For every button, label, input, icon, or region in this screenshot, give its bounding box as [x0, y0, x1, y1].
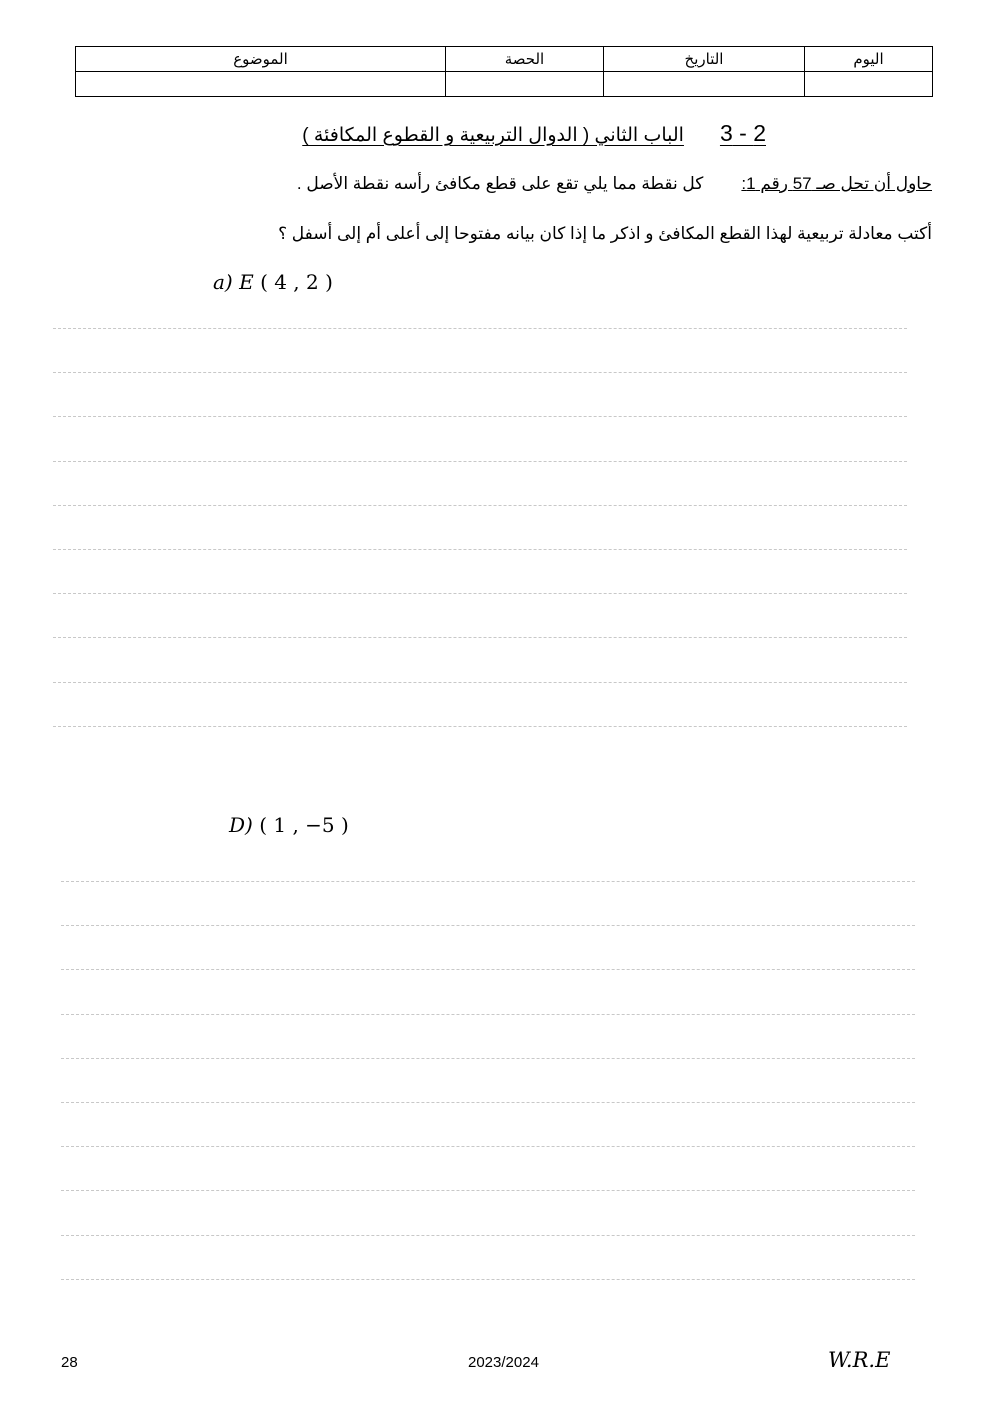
cell-period[interactable]: [446, 72, 604, 97]
answer-line[interactable]: [53, 593, 907, 594]
answer-line[interactable]: [61, 925, 915, 926]
part-a: [213, 270, 333, 294]
answer-line[interactable]: [53, 328, 907, 329]
answer-line[interactable]: [53, 372, 907, 373]
part-a-coords: ( 4 , 2 ): [260, 270, 333, 294]
lesson-number: 2 - 3: [719, 120, 766, 146]
header-table: [75, 46, 933, 97]
part-d-label: D): [229, 813, 253, 837]
cell-date[interactable]: [604, 72, 805, 97]
answer-line[interactable]: [61, 1146, 915, 1147]
answer-line[interactable]: [53, 549, 907, 550]
answer-line[interactable]: [53, 505, 907, 506]
header-row: [76, 47, 933, 72]
answer-line[interactable]: [53, 416, 907, 417]
answer-line[interactable]: [53, 726, 907, 727]
lesson-title: [302, 120, 766, 147]
school-year: 2023/2024: [468, 1354, 539, 1371]
answer-line[interactable]: [61, 1279, 915, 1280]
part-a-label: a): [213, 270, 233, 294]
header-date: التاريخ: [604, 47, 805, 72]
header-empty-row: [76, 72, 933, 97]
header-subject: الموضوع: [76, 47, 446, 72]
answer-line[interactable]: [53, 461, 907, 462]
exercise-reference: حاول أن تحل صـ 57 رقم 1:: [741, 174, 932, 193]
header-period: الحصة: [446, 47, 604, 72]
lesson-name: الباب الثاني ( الدوال التربيعية و القطوع المكافئة ): [302, 125, 684, 146]
page-number: 28: [61, 1354, 78, 1371]
exercise-line-1: [297, 174, 932, 194]
answer-line[interactable]: [61, 1102, 915, 1103]
answer-line[interactable]: [61, 1235, 915, 1236]
answer-line[interactable]: [61, 1014, 915, 1015]
answer-line[interactable]: [61, 1190, 915, 1191]
answer-line[interactable]: [53, 637, 907, 638]
part-d-coords: ( 1 , −5 ): [259, 813, 349, 837]
answer-line[interactable]: [61, 881, 915, 882]
cell-subject[interactable]: [76, 72, 446, 97]
cell-day[interactable]: [805, 72, 933, 97]
exercise-instruction-1: كل نقطة مما يلي تقع على قطع مكافئ رأسه نقطة الأصل .: [296, 174, 704, 193]
answer-line[interactable]: [61, 1058, 915, 1059]
part-a-point: E: [239, 270, 254, 294]
exercise-instruction-2: أكتب معادلة تربيعية لهذا القطع المكافئ و اذكر ما إذا كان بيانه مفتوحا إلى أعلى أم إلى أسفل ؟: [278, 224, 932, 243]
part-d: [229, 813, 349, 837]
header-day: اليوم: [805, 47, 933, 72]
answer-line[interactable]: [53, 682, 907, 683]
answer-line[interactable]: [61, 969, 915, 970]
author-signature: W.R.E: [828, 1348, 891, 1372]
